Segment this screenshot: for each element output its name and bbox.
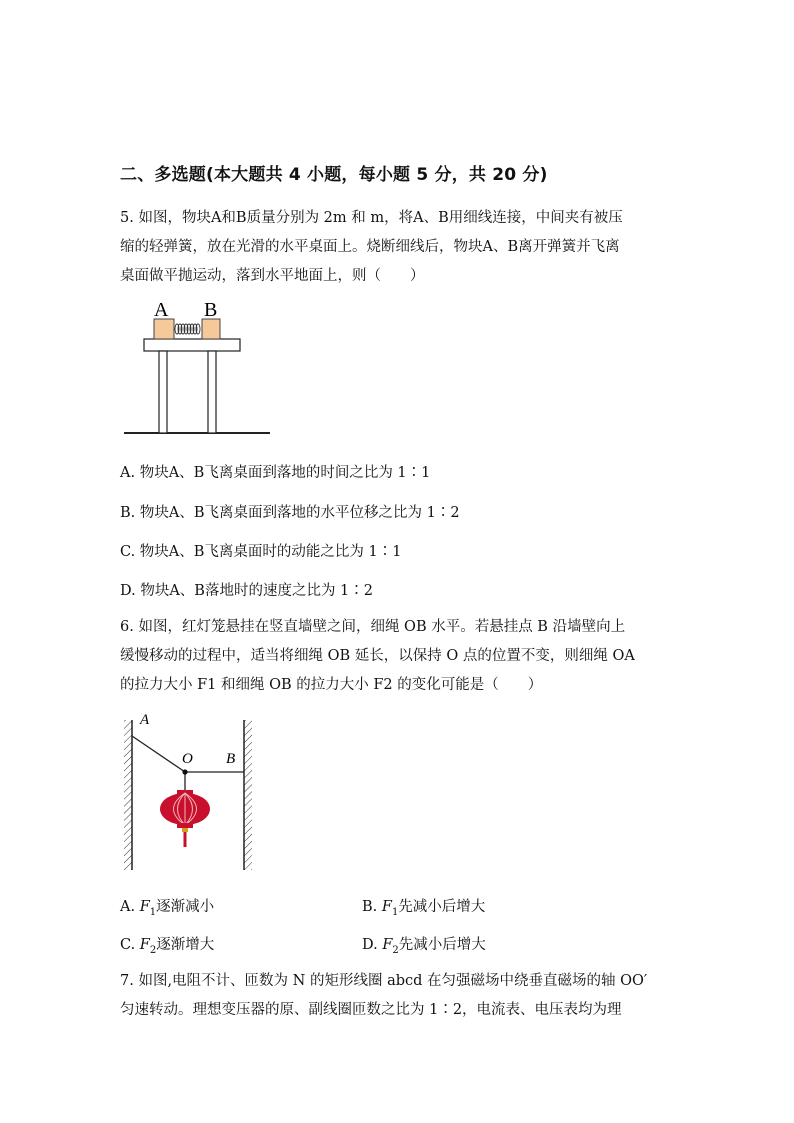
q7-stem-line-2: 匀速转动。理想变压器的原、副线圈匝数之比为 1∶2，电流表、电压表均为理 — [120, 1002, 622, 1018]
q6-figure-lantern — [118, 706, 268, 874]
sub-2: 2 — [149, 944, 157, 956]
label-a: A — [140, 712, 150, 728]
q6-option-b-text: 先减小后增大 — [398, 899, 486, 915]
spring — [175, 324, 200, 334]
q6-option-c-text: 逐渐增大 — [156, 937, 215, 953]
section-title: 二、多选题(本大题共 4 小题，每小题 5 分，共 20 分) — [120, 165, 548, 185]
q5-stem-line-3: 桌面做平抛运动，落到水平地面上，则（ ） — [120, 268, 425, 284]
q6-option-b-prefix: B. — [362, 899, 378, 915]
q6-stem-line-2: 缓慢移动的过程中，适当将细绳 OB 延长，以保持 O 点的位置不变，则细绳 OA — [120, 648, 635, 664]
q7-stem — [120, 967, 680, 1025]
label-o: O — [182, 751, 193, 767]
q5-stem-line-2: 缩的轻弹簧，放在光滑的水平桌面上。烧断细线后，物块A、B离开弹簧并飞离 — [120, 239, 620, 255]
sub-2: 2 — [392, 944, 399, 956]
label-b: B — [204, 299, 218, 321]
q6-option-b[interactable] — [362, 897, 485, 923]
left-wall-hatch — [124, 720, 132, 870]
q5-stem-line-1: 5. 如图，物块A和B质量分别为 2m 和 m，将A、B用细线连接，中间夹有被压 — [120, 210, 623, 226]
knot-o — [182, 769, 187, 774]
q6-option-a[interactable] — [120, 897, 214, 923]
q6-option-d-prefix: D. — [362, 937, 378, 953]
var-f: F — [382, 937, 393, 953]
q7-stem-line-1: 7. 如图,电阻不计、匝数为 N 的矩形线圈 abcd 在匀强磁场中绕垂直磁场的轴 OO′ — [120, 973, 648, 989]
q6-option-d[interactable] — [362, 935, 486, 961]
rope-oa — [132, 736, 185, 772]
q6-stem-line-1: 6. 如图，红灯笼悬挂在竖直墙壁之间，细绳 OB 水平。若悬挂点 B 沿墙壁向上 — [120, 619, 626, 635]
table-top — [144, 339, 240, 351]
label-a: A — [154, 299, 169, 321]
q6-option-d-text: 先减小后增大 — [398, 937, 486, 953]
q6-option-a-text: 逐渐减小 — [156, 899, 215, 915]
lantern — [160, 790, 210, 847]
q5-option-c[interactable]: C. 物块A、B飞离桌面时的动能之比为 1∶1 — [120, 544, 402, 560]
q5-option-a[interactable]: A. 物块A、B飞离桌面到落地的时间之比为 1∶1 — [120, 465, 431, 481]
sub-1: 1 — [391, 906, 399, 918]
label-b: B — [226, 751, 236, 767]
sub-1: 1 — [149, 906, 157, 918]
q6-option-a-prefix: A. — [120, 899, 136, 915]
var-f: F — [381, 899, 392, 915]
table-leg-right — [208, 351, 216, 433]
block-b — [202, 319, 220, 339]
q5-stem — [120, 204, 680, 291]
q6-stem-line-3: 的拉力大小 F1 和细绳 OB 的拉力大小 F2 的变化可能是（ ） — [120, 677, 543, 693]
q6-option-c[interactable] — [120, 935, 214, 961]
q5-figure-table — [118, 294, 278, 440]
block-a — [154, 319, 174, 339]
table-leg-left — [159, 351, 167, 433]
q5-option-d[interactable]: D. 物块A、B落地时的速度之比为 1∶2 — [120, 583, 374, 599]
var-f: F — [139, 899, 150, 915]
var-f: F — [139, 937, 150, 953]
right-wall-hatch — [244, 720, 252, 870]
q6-option-c-prefix: C. — [120, 937, 136, 953]
q6-stem — [120, 613, 680, 700]
q5-option-b[interactable]: B. 物块A、B飞离桌面到落地的水平位移之比为 1∶2 — [120, 505, 460, 521]
